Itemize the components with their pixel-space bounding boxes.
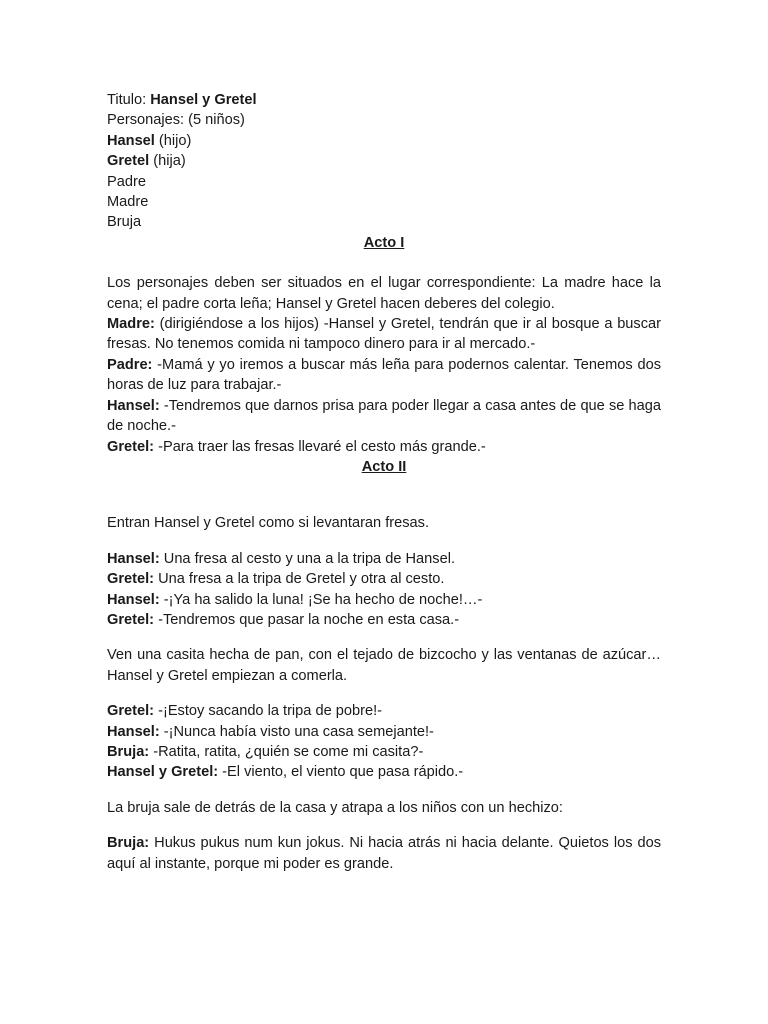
dialogue-text: -¡Nunca había visto una casa semejante!- [159,723,434,740]
characters-label: Personajes: (5 niños) [107,112,245,129]
dialogue-text: -Tendremos que darnos prisa para poder llegar a casa antes de que se haga de noche.- [107,397,661,435]
document-page [107,90,661,874]
dialogue-text: Hukus pukus num kun jokus. Ni hacia atrás ni hacia delante. Quietos los dos aquí al instante, porque mi poder es grande. [107,835,661,872]
character-item [107,131,661,151]
act-heading: Acto II [361,458,407,475]
act-intro: Los personajes deben ser situados en el lugar correspondiente: La madre hace la cena; el padre corta leña; Hansel y Gretel hacen deberes del colegio. [107,275,661,312]
character-item [107,151,661,171]
dialogue-line [107,701,661,721]
character-name: Madre [107,194,149,211]
dialogue-text: -El viento, el viento que pasa rápido.- [218,764,464,781]
dialogue-line [107,314,661,355]
act-heading: Acto I [363,234,405,251]
character-item [107,192,661,212]
dialogue-line [107,833,661,874]
character-item [107,212,661,232]
dialogue-text: (dirigiéndose a los hijos) -Hansel y Gretel, tendrán que ir al bosque a buscar fresas. No tenemos comida ni tampoco dinero para ir al mercado.- [107,316,661,353]
speaker-name: Hansel: [107,550,160,567]
dialogue-line [107,610,661,630]
dialogue-line [107,742,661,762]
narration: La bruja sale de detrás de la casa y atrapa a los niños con un hechizo: [107,799,563,816]
dialogue-text: Una fresa al cesto y una a la tripa de Hansel. [159,550,455,567]
character-item [107,172,661,192]
dialogue-line [107,549,661,569]
act-intro: Entran Hansel y Gretel como si levantaran fresas. [107,515,430,532]
dialogue-text: -Ratita, ratita, ¿quién se come mi casita?- [149,743,424,760]
character-note: (hijo) [154,132,192,149]
title-label: Titulo: [107,92,151,108]
dialogue-line [107,722,661,742]
dialogue-line [107,569,661,589]
dialogue-line [107,355,661,396]
speaker-name: Gretel: [107,703,155,720]
narration: Ven una casita hecha de pan, con el tejado de bizcocho y las ventanas de azúcar… Hansel y Gretel empiezan a comerla. [107,647,661,684]
dialogue-text: Una fresa a la tripa de Gretel y otra al cesto. [154,571,445,588]
speaker-name: Gretel: [107,438,155,455]
dialogue-line [107,590,661,610]
character-name: Bruja [107,214,142,231]
speaker-name: Padre: [107,356,153,373]
speaker-name: Madre: [107,316,155,333]
dialogue-text: -Tendremos que pasar la noche en esta casa.- [154,611,460,628]
character-name: Hansel [107,132,155,149]
speaker-name: Gretel: [107,611,155,628]
speaker-name: Hansel: [107,397,160,414]
character-note: (hija) [149,153,186,170]
dialogue-line [107,762,661,782]
speaker-name: Hansel y Gretel: [107,764,219,781]
dialogue-text: -¡Ya ha salido la luna! ¡Se ha hecho de noche!…- [159,591,483,608]
title-value: Hansel y Gretel [150,92,257,108]
title-line [107,90,661,110]
character-name: Padre [107,173,146,190]
character-name: Gretel [107,153,150,170]
dialogue-line [107,396,661,437]
speaker-name: Bruja: [107,743,150,760]
dialogue-line [107,437,661,457]
speaker-name: Gretel: [107,571,155,588]
dialogue-text: -Mamá y yo iremos a buscar más leña para podernos calentar. Tenemos dos horas de luz para trabajar.- [107,356,661,394]
speaker-name: Hansel: [107,723,160,740]
dialogue-text: -¡Estoy sacando la tripa de pobre!- [154,703,382,720]
speaker-name: Bruja: [107,835,150,852]
speaker-name: Hansel: [107,591,160,608]
dialogue-text: -Para traer las fresas llevaré el cesto más grande.- [154,438,486,455]
